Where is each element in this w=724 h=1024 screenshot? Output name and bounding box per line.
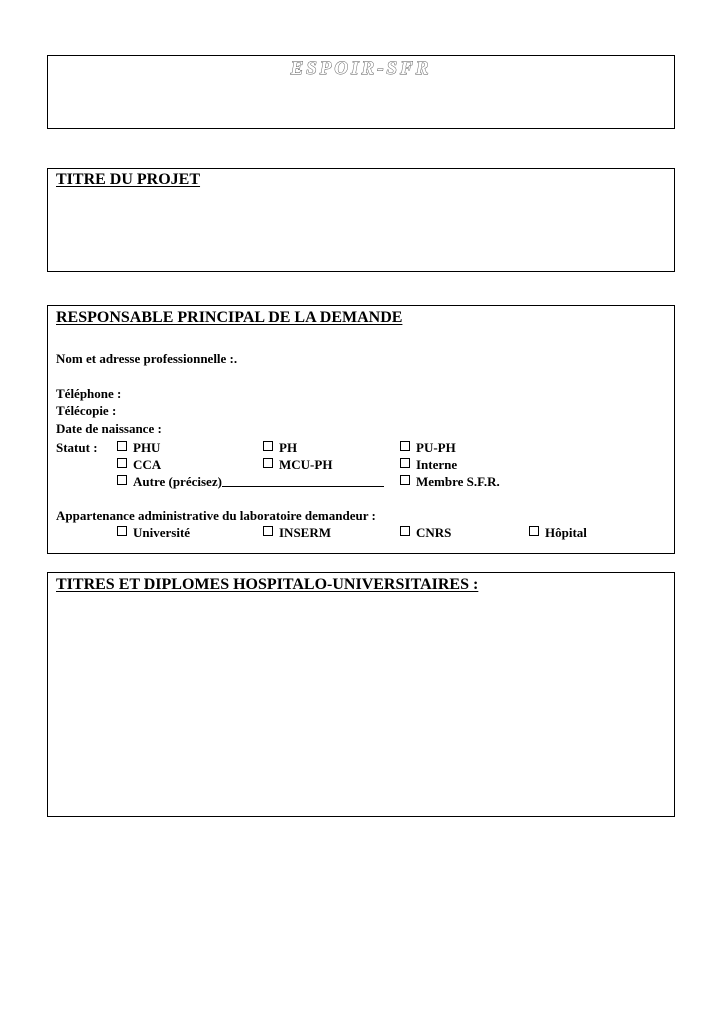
statut-option-phu[interactable]: [117, 440, 160, 456]
titres-diplomes-heading: TITRES ET DIPLOMES HOSPITALO-UNIVERSITAIRES :: [56, 576, 479, 593]
titre-projet-box: [47, 168, 675, 272]
checkbox-icon[interactable]: [117, 458, 127, 468]
checkbox-icon[interactable]: [529, 526, 539, 536]
titre-projet-heading: TITRE DU PROJET: [56, 171, 201, 188]
option-label: Membre S.F.R.: [416, 474, 500, 489]
option-label: PH: [279, 440, 298, 455]
checkbox-icon[interactable]: [400, 441, 410, 451]
statut-option-mcu-ph[interactable]: [263, 457, 332, 473]
option-label: INSERM: [279, 525, 332, 540]
appartenance-option-universite[interactable]: [117, 525, 190, 541]
date-naissance-label: Date de naissance :: [56, 421, 162, 436]
checkbox-icon[interactable]: [117, 441, 127, 451]
header-box: [47, 55, 675, 129]
checkbox-icon[interactable]: [400, 475, 410, 485]
checkbox-icon[interactable]: [263, 458, 273, 468]
autre-precisez-field[interactable]: [222, 475, 384, 487]
option-label: CNRS: [416, 525, 452, 540]
telecopie-label: Télécopie :: [56, 403, 117, 418]
appartenance-option-inserm[interactable]: [263, 525, 331, 541]
option-label: Hôpital: [545, 525, 587, 540]
checkbox-icon[interactable]: [400, 526, 410, 536]
nom-adresse-label: Nom et adresse professionnelle :.: [56, 351, 238, 366]
telephone-label: Téléphone :: [56, 386, 122, 401]
appartenance-label: Appartenance administrative du laboratoire demandeur :: [56, 508, 376, 523]
checkbox-icon[interactable]: [117, 475, 127, 485]
option-label: CCA: [133, 457, 162, 472]
statut-option-cca[interactable]: [117, 457, 161, 473]
option-label: Université: [133, 525, 191, 540]
appartenance-option-cnrs[interactable]: [400, 525, 451, 541]
checkbox-icon[interactable]: [263, 441, 273, 451]
checkbox-icon[interactable]: [117, 526, 127, 536]
option-label: PHU: [133, 440, 161, 455]
titres-diplomes-box: [47, 572, 675, 817]
checkbox-icon[interactable]: [400, 458, 410, 468]
responsable-box: [47, 305, 675, 554]
option-label: Interne: [416, 457, 458, 472]
option-label: Autre (précisez): [133, 474, 222, 489]
espoir-sfr-logo: ESPOIR-SFR: [290, 58, 432, 79]
checkbox-icon[interactable]: [263, 526, 273, 536]
statut-option-membre-sfr[interactable]: [400, 474, 500, 490]
responsable-heading: RESPONSABLE PRINCIPAL DE LA DEMANDE: [56, 309, 403, 326]
statut-option-interne[interactable]: [400, 457, 457, 473]
option-label: MCU-PH: [279, 457, 333, 472]
statut-option-ph[interactable]: [263, 440, 297, 456]
appartenance-option-hopital[interactable]: [529, 525, 587, 541]
statut-option-autre[interactable]: [117, 474, 384, 490]
option-label: PU-PH: [416, 440, 456, 455]
statut-option-pu-ph[interactable]: [400, 440, 456, 456]
statut-label: Statut :: [56, 440, 98, 455]
